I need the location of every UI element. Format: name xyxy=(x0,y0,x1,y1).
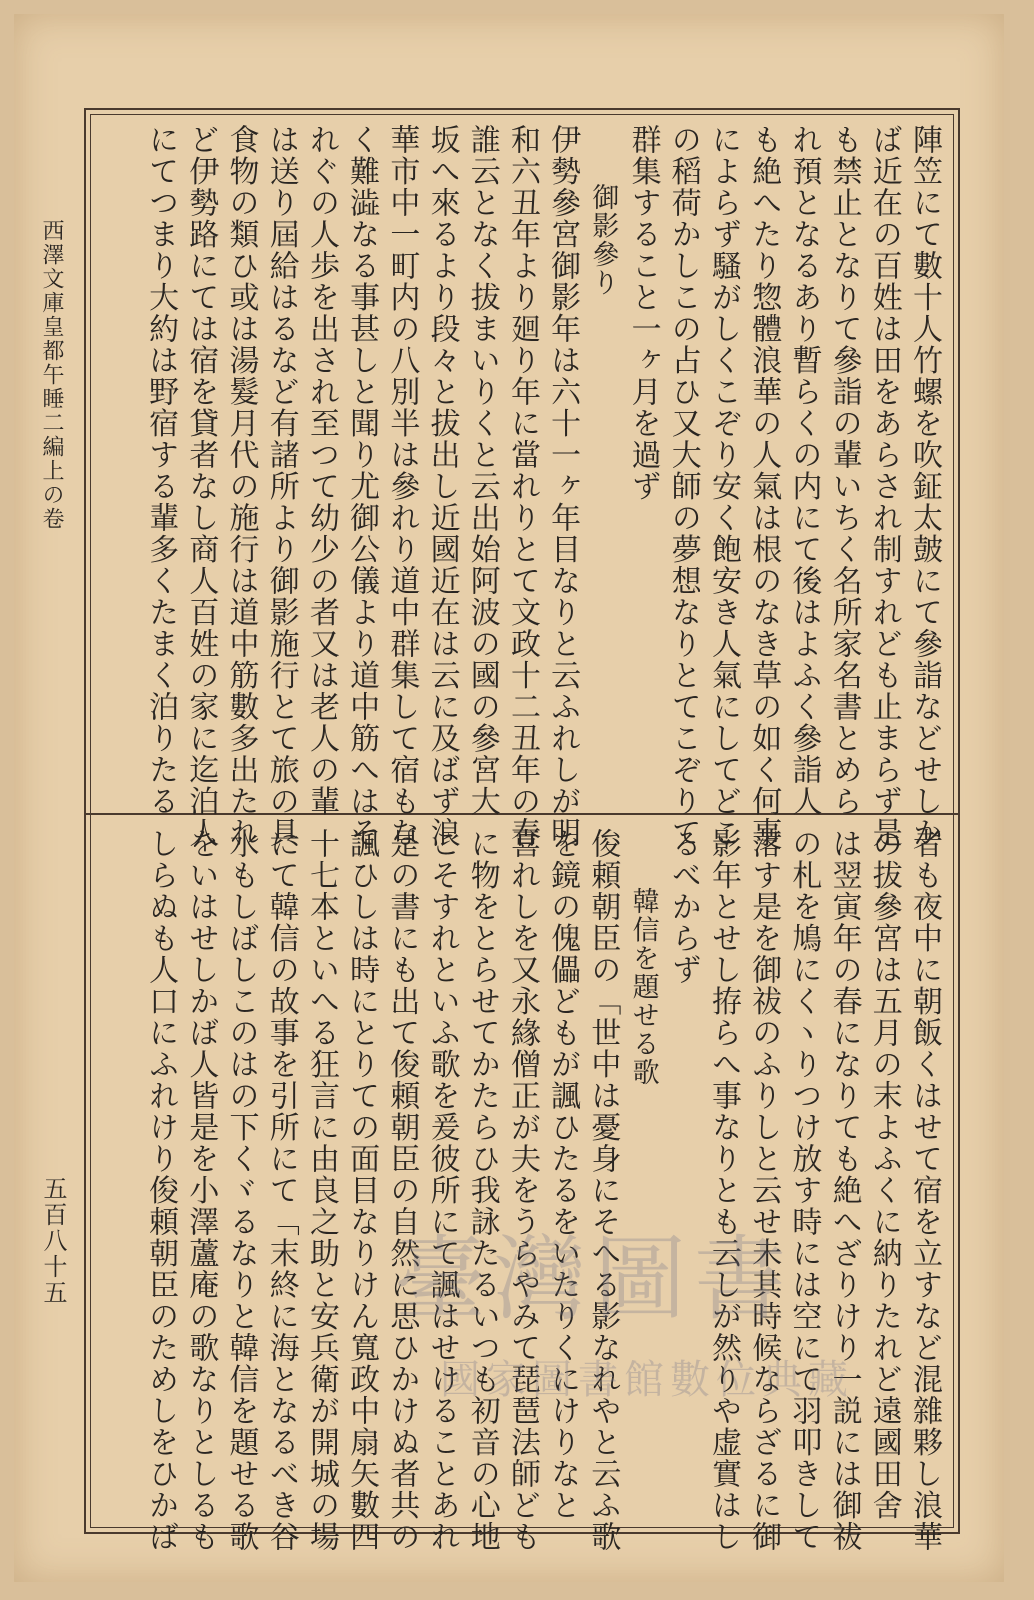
text-column: 群集すること一ヶ月を過ず xyxy=(625,124,661,502)
text-column: れぐの人歩を出され至つて幼少の者又は老人の輩 xyxy=(303,124,339,817)
text-column: によらず騷がしくこぞり安く飽安き人氣にしてどこ xyxy=(705,124,741,849)
text-column: 誰云となく拔まいりくと云出始阿波の國の參宮大 xyxy=(464,124,500,817)
text-column: 者も夜中に朝飯くはせて宿を立すなど混雜夥し浪華 xyxy=(907,828,942,1553)
text-column: しらぬも人口にふれけり俊頼朝臣のためしをひかば xyxy=(143,828,179,1553)
text-column: 陣笠にて數十人竹螺を吹鉦太皷にて參詣などせしか xyxy=(907,124,942,849)
text-column: の拔參宮は五月の末よふくに納りたれど遠國田舍 xyxy=(866,828,902,1521)
section-heading: 御影參り xyxy=(587,183,619,298)
text-column: こそすれといふ歌を爰彼所にて諷はせけることあれ xyxy=(424,828,460,1553)
text-column: れ預となるあり暫らくの内にて後はよふく參詣人 xyxy=(786,124,822,817)
library-watermark: 國家圖書館數位典藏 xyxy=(440,1357,854,1403)
text-column: く難澁なる事甚しと聞り尤御公儀より道中筋へはそ xyxy=(344,124,380,849)
text-column: 和六丑年より廻り年に當れりとて文政十二丑年の春 xyxy=(504,124,540,849)
text-column: ば近在の百姓は田をあらされ制すれども止まらず是 xyxy=(866,124,902,849)
text-column: 是の書にも出て俊頼朝臣の自然に思ひかけぬ者共の xyxy=(384,828,420,1553)
book-page xyxy=(14,14,1004,1582)
text-column: 諷ひしは時にとりての面目なりけん寬政中扇矢數四 xyxy=(344,828,380,1553)
text-column: は送り屆給はるなど有諸所より御影施行とて旅の具 xyxy=(263,124,299,849)
text-column: るべからず xyxy=(665,828,701,986)
text-column: にてつまり大約は野宿する輩多くたまく泊りたる xyxy=(143,124,179,817)
text-column: 俊頼朝臣の「世中は憂身にそへる影なれやと云ふ歌 xyxy=(585,828,621,1553)
text-column: は翌寅年の春になりても絶へざりけり一説には御祓 xyxy=(826,828,862,1553)
text-column: の稻荷かしこの占ひ又大師の夢想なりとてこぞりて xyxy=(665,124,701,849)
text-column: 落す是を御祓のふりしと云せ未其時候ならざるに御 xyxy=(746,828,782,1553)
running-head: 西澤文庫皇都午睡二編上の卷 xyxy=(39,219,64,531)
text-column: 影年とせし拵らへ事なりとも云しが然りや虚實はし xyxy=(705,828,741,1553)
text-column: も絶へたり惣體浪華の人氣は根のなき草の如く何事 xyxy=(746,124,782,849)
text-column: 水もしばしこのはの下くヾるなりと韓信を題せる歌 xyxy=(223,828,259,1553)
text-column: 華市中一町内の八別半は參れり道中群集して宿もな xyxy=(384,124,420,849)
upper-text-block xyxy=(140,124,944,849)
text-column: をいはせしかば人皆是を小澤蘆庵の歌なりとしるも xyxy=(183,828,219,1553)
text-column: ど伊勢路にては宿を貸者なし商人百姓の家に迄泊人 xyxy=(183,124,219,849)
text-column: 十七本といへる狂言に由良之助と安兵衛が開城の場 xyxy=(303,828,339,1553)
section-heading: 韓信を題せる歌 xyxy=(627,887,659,1087)
text-column: も禁止となりて參詣の輩いちく名所家名書とめら xyxy=(826,124,862,817)
text-column: の札を鳩にくヽりつけ放す時には空にて羽叩きして xyxy=(786,828,822,1553)
text-column: 伊勢參宮御影年は六十一ヶ年目なりと云ふれしが明 xyxy=(545,124,581,849)
text-column: 喜れしを又永緣僧正が夫をうらやみて琵琶法師ども xyxy=(504,828,540,1553)
lower-text-block xyxy=(140,828,944,1553)
library-stamp: 臺灣圖書 xyxy=(394,1226,795,1333)
text-column: 食物の類ひ或は湯髮月代の施行は道中筋數多出たれ xyxy=(223,124,259,849)
text-column: に物をとらせてかたらひ我詠たるいつも初音の心地 xyxy=(464,828,500,1553)
text-column: を鏡の傀儡どもが諷ひたるをいたりくにけりなと xyxy=(545,828,581,1521)
text-column: にて韓信の故事を引所にて「末終に海となるべき谷 xyxy=(263,828,299,1553)
text-column: 坂へ來るより段々と拔出し近國近在は云に及ばず浪 xyxy=(424,124,460,849)
page-number: 五百八十五 xyxy=(39,1176,67,1306)
